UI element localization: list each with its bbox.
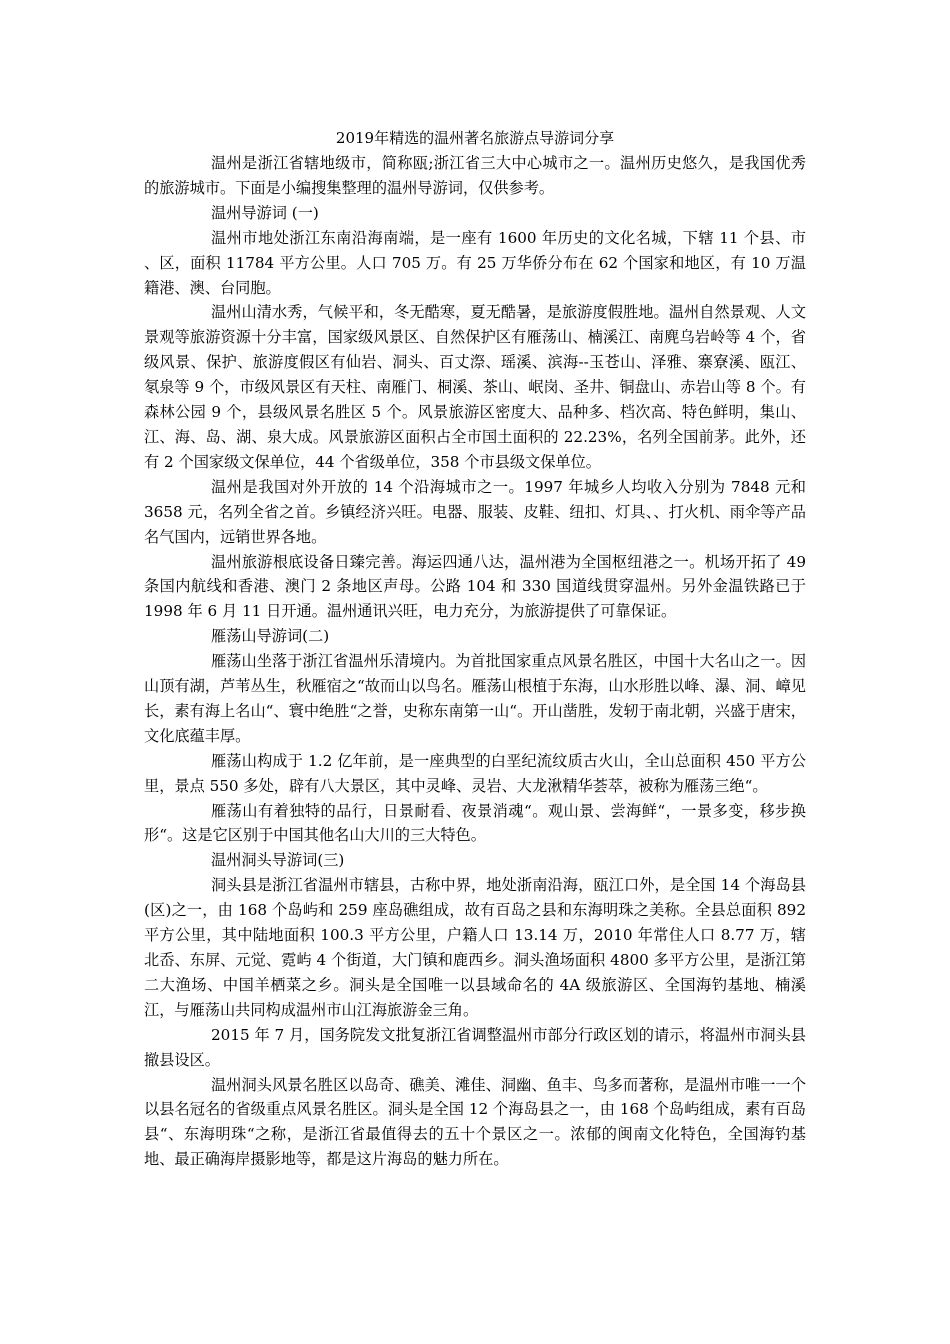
section-2-paragraph-2: 雁荡山构成于 1.2 亿年前，是一座典型的白垩纪流纹质古火山，全山总面积 450 平方公里，景点 550 多处，辟有八大景区，其中灵峰、灵岩、大龙湫精华荟萃，被称为雁荡三绝“。 xyxy=(144,751,806,795)
intro-paragraph: 温州是浙江省辖地级市，简称瓯;浙江省三大中心城市之一。温州历史悠久，是我国优秀的旅游城市。下面是小编搜集整理的温州导游词，仅供参考。 xyxy=(144,154,806,197)
section-1-paragraph-3: 温州是我国对外开放的 14 个沿海城市之一。1997 年城乡人均收入分别为 7848 元和 3658 元，名列全省之首。乡镇经济兴旺。电器、服装、皮鞋、纽扣、灯具、、打火机、雨伞等产品名气国内，远销世界各地。 xyxy=(144,477,806,546)
section-3-paragraph-1: 洞头县是浙江省温州市辖县，古称中界，地处浙南沿海，瓯江口外，是全国 14 个海岛县(区)之一，由 168 个岛屿和 259 座岛礁组成，故有百岛之县和东海明珠之美称。全县总面积 892 平方公里，其中陆地面积 100.3 平方公里，户籍人口 13.14 万，2010 年常住人口 8.77 万，辖北岙、东屏、元觉、霓屿 4 个街道，大门镇和鹿西乡。洞头渔场面积 4800 多平方公里，是浙江第二大渔场、中国羊栖菜之乡。洞头是全国唯一以县域命名的 4A 级旅游区、全国海钓基地、楠溪江，与雁荡山共同构成温州市山江海旅游金三角。 xyxy=(144,876,806,1019)
section-1-paragraph-2: 温州山清水秀，气候平和，冬无酷寒，夏无酷暑，是旅游度假胜地。温州自然景观、人文景观等旅游资源十分丰富，国家级风景区、自然保护区有雁荡山、楠溪江、南麂乌岩岭等 4 个，省级风景、保护、旅游度假区有仙岩、洞头、百丈漈、瑶溪、滨海--玉苍山、泽雅、寨寮溪、瓯江、氡泉等 9 个，市级风景区有天柱、南雁门、桐溪、茶山、岷岗、圣井、铜盘山、赤岩山等 8 个。有森林公园 9 个，县级风景名胜区 5 个。风景旅游区密度大、品种多、档次高、特色鲜明，集山、江、海、岛、湖、泉大成。风景旅游区面积占全市国土面积的 22.23%，名列全国前茅。此外，还有 2 个国家级文保单位，44 个省级单位，358 个市县级文保单位。 xyxy=(144,303,806,471)
section-1-paragraph-1: 温州市地处浙江东南沿海南端，是一座有 1600 年历史的文化名城，下辖 11 个县、市 、区，面积 11784 平方公里。人口 705 万。有 25 万华侨分布在 62 个国家和地区，有 10 万温籍港、澳、台同胞。 xyxy=(144,228,806,297)
section-2-paragraph-1: 雁荡山坐落于浙江省温州乐清境内。为首批国家重点风景名胜区，中国十大名山之一。因山顶有湖，芦苇丛生，秋雁宿之“故而山以鸟名。雁荡山根植于东海，山水形胜以峰、瀑、洞、嶂见长，素有海上名山“、寰中绝胜“之誉，史称东南第一山“。开山凿胜，发轫于南北朝，兴盛于唐宋，文化底蕴丰厚。 xyxy=(144,652,806,745)
document-title: 2019年精选的温州著名旅游点导游词分享 xyxy=(335,129,615,147)
section-heading-2: 雁荡山导游词(二) xyxy=(211,627,330,646)
section-heading-1: 温州导游词 (一) xyxy=(211,203,319,222)
section-1-paragraph-4: 温州旅游根底设备日臻完善。海运四通八达，温州港为全国枢纽港之一。机场开拓了 49 条国内航线和香港、澳门 2 条地区声母。公路 104 和 330 国道线贯穿温州。另外金温铁路已于 1998 年 6 月 11 日开通。温州通讯兴旺，电力充分，为旅游提供了可靠保证。 xyxy=(144,552,806,621)
section-heading-3: 温州洞头导游词(三) xyxy=(211,851,345,870)
section-2-paragraph-3: 雁荡山有着独特的品行，日景耐看、夜景消魂“。观山景、尝海鲜“，一景多变，移步换形“。这是它区别于中国其他名山大川的三大特色。 xyxy=(144,801,806,845)
section-3-paragraph-2: 2015 年 7 月，国务院发文批复浙江省调整温州市部分行政区划的请示，将温州市洞头县撤县设区。 xyxy=(144,1025,806,1069)
section-3-paragraph-3: 温州洞头风景名胜区以岛奇、礁美、滩佳、洞幽、鱼丰、鸟多而著称，是温州市唯一一个以县名冠名的省级重点风景名胜区。洞头是全国 12 个海岛县之一，由 168 个岛屿组成，素有百岛县“、东海明珠“之称，是浙江省最值得去的五十个景区之一。浓郁的闽南文化特色，全国海钓基地、最正确海岸摄影地等，都是这片海岛的魅力所在。 xyxy=(144,1075,806,1169)
document-page xyxy=(144,126,806,1172)
